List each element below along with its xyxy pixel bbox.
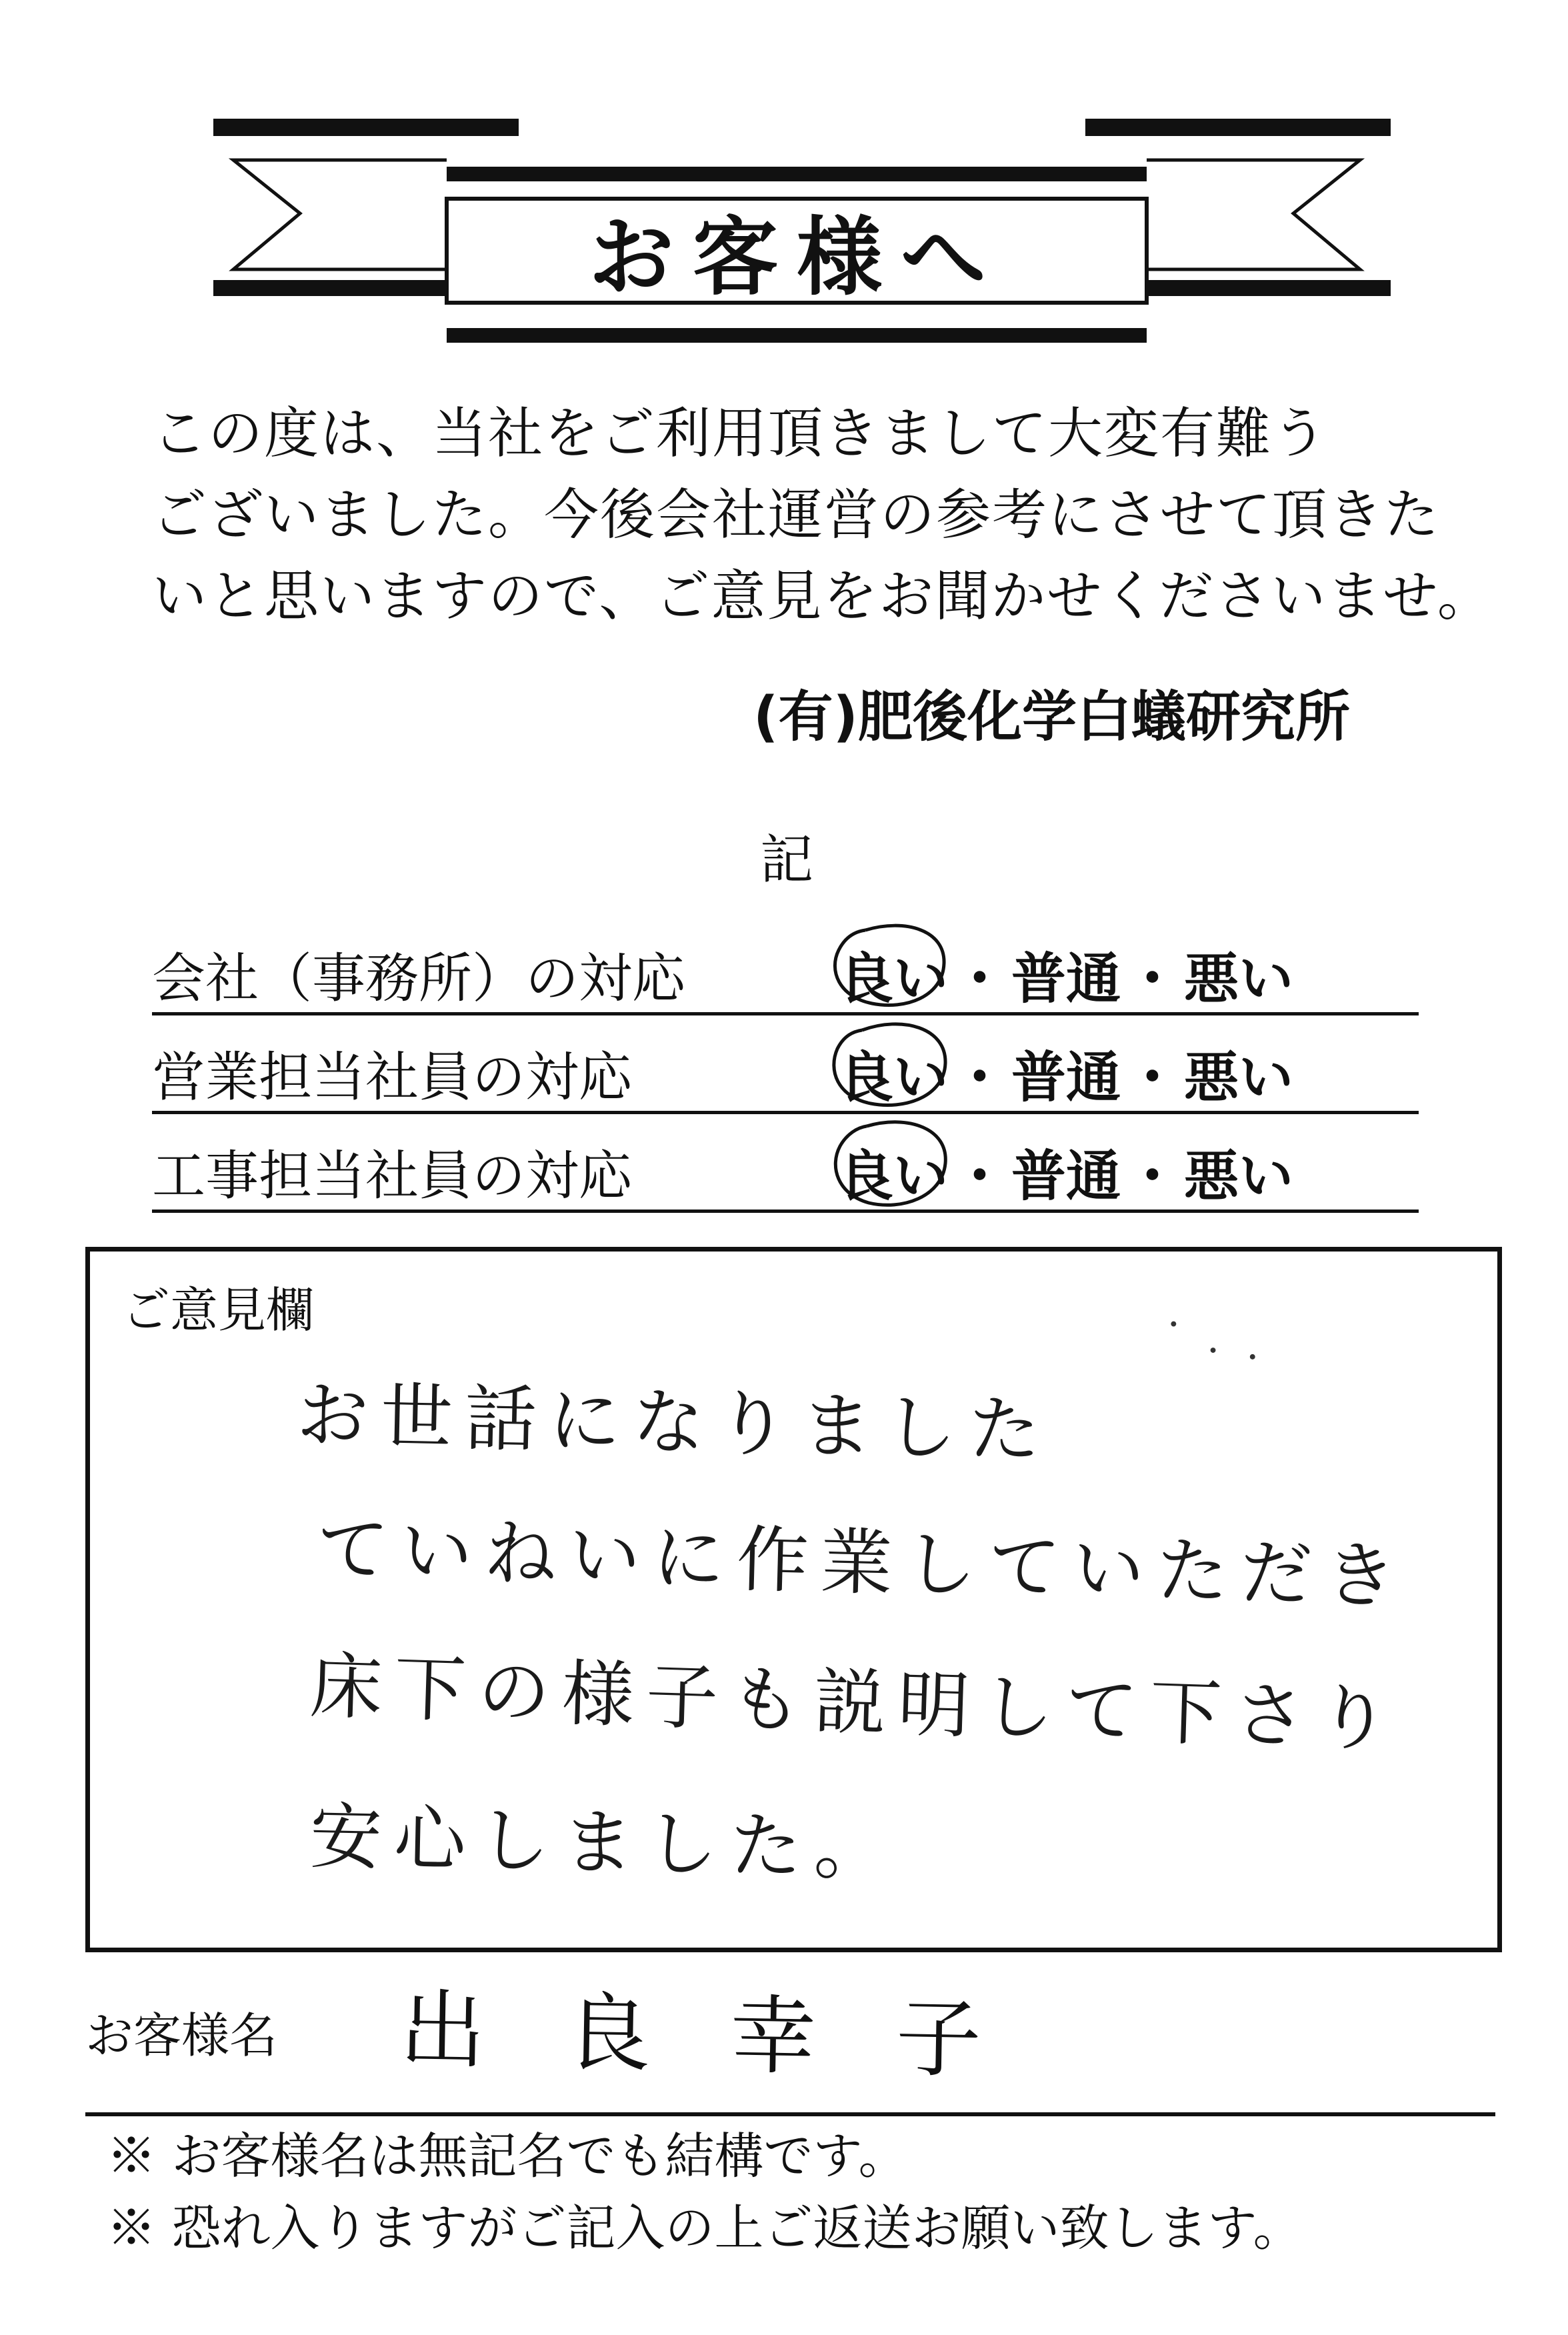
title-ribbon [0, 0, 1568, 373]
selection-circle [825, 1015, 959, 1115]
option-bad[interactable]: 悪い [1184, 1145, 1294, 1208]
handwritten-comment-line: 床下の様子も説明して下さり [309, 1644, 1403, 1762]
company-name: (有)肥後化学白蟻研究所 [753, 685, 1350, 749]
rating-row-construction [152, 1114, 1419, 1213]
name-underline [85, 2112, 1495, 2116]
separator: ・ [1125, 1145, 1180, 1208]
separator: ・ [1125, 947, 1180, 1011]
option-bad[interactable]: 悪い [1184, 947, 1294, 1011]
comment-box[interactable] [85, 1247, 1502, 1952]
separator: ・ [952, 1046, 1007, 1109]
selection-circle [825, 1114, 959, 1214]
footnote: ※ 恐れ入りますがご記入の上ご返送お願い致します。 [107, 2200, 1303, 2257]
option-normal[interactable]: 普通 [1011, 947, 1121, 1011]
selection-circle [825, 917, 959, 1017]
rating-label: 会社（事務所）の対応 [152, 947, 685, 1009]
comment-heading: ご意見欄 [122, 1282, 315, 1338]
footnote: ※ お客様名は無記名でも結構です。 [107, 2128, 908, 2185]
option-good[interactable]: 良い [839, 1046, 949, 1109]
option-good[interactable]: 良い [839, 947, 949, 1011]
intro-line: ございました。今後会社運営の参考にさせて頂きた [152, 483, 1441, 547]
page-title: お客様へ [588, 207, 1005, 307]
row-rule [152, 1210, 1419, 1213]
rating-label: 工事担当社員の対応 [152, 1145, 632, 1207]
handwritten-comment-line: ていねいに作業していただき [315, 1507, 1410, 1620]
option-bad[interactable]: 悪い [1184, 1046, 1294, 1109]
rating-row-sales [152, 1015, 1419, 1114]
intro-line: いと思いますので、ご意見をお聞かせくださいませ。 [152, 565, 1493, 628]
option-normal[interactable]: 普通 [1011, 1046, 1121, 1109]
footnotes [107, 2120, 1303, 2264]
handwritten-comment-line: 安心しました。 [309, 1795, 899, 1892]
handwritten-comment-line: お世話になりました [295, 1374, 1053, 1473]
ki-label: 記 [760, 829, 813, 891]
option-good[interactable]: 良い [839, 1145, 949, 1208]
customer-name-handwritten[interactable]: 出良幸子 [399, 1980, 1063, 2092]
separator: ・ [952, 947, 1007, 1011]
separator: ・ [1125, 1046, 1180, 1109]
intro-paragraph [152, 393, 1493, 637]
separator: ・ [952, 1145, 1007, 1208]
rating-label: 営業担当社員の対応 [152, 1046, 632, 1108]
intro-line: この度は、当社をご利用頂きまして大変有難う [152, 402, 1329, 465]
option-normal[interactable]: 普通 [1011, 1145, 1121, 1208]
rating-row-office [152, 917, 1419, 1015]
ribbon-graphic [0, 0, 1568, 373]
customer-name-label: お客様名 [85, 2008, 278, 2064]
